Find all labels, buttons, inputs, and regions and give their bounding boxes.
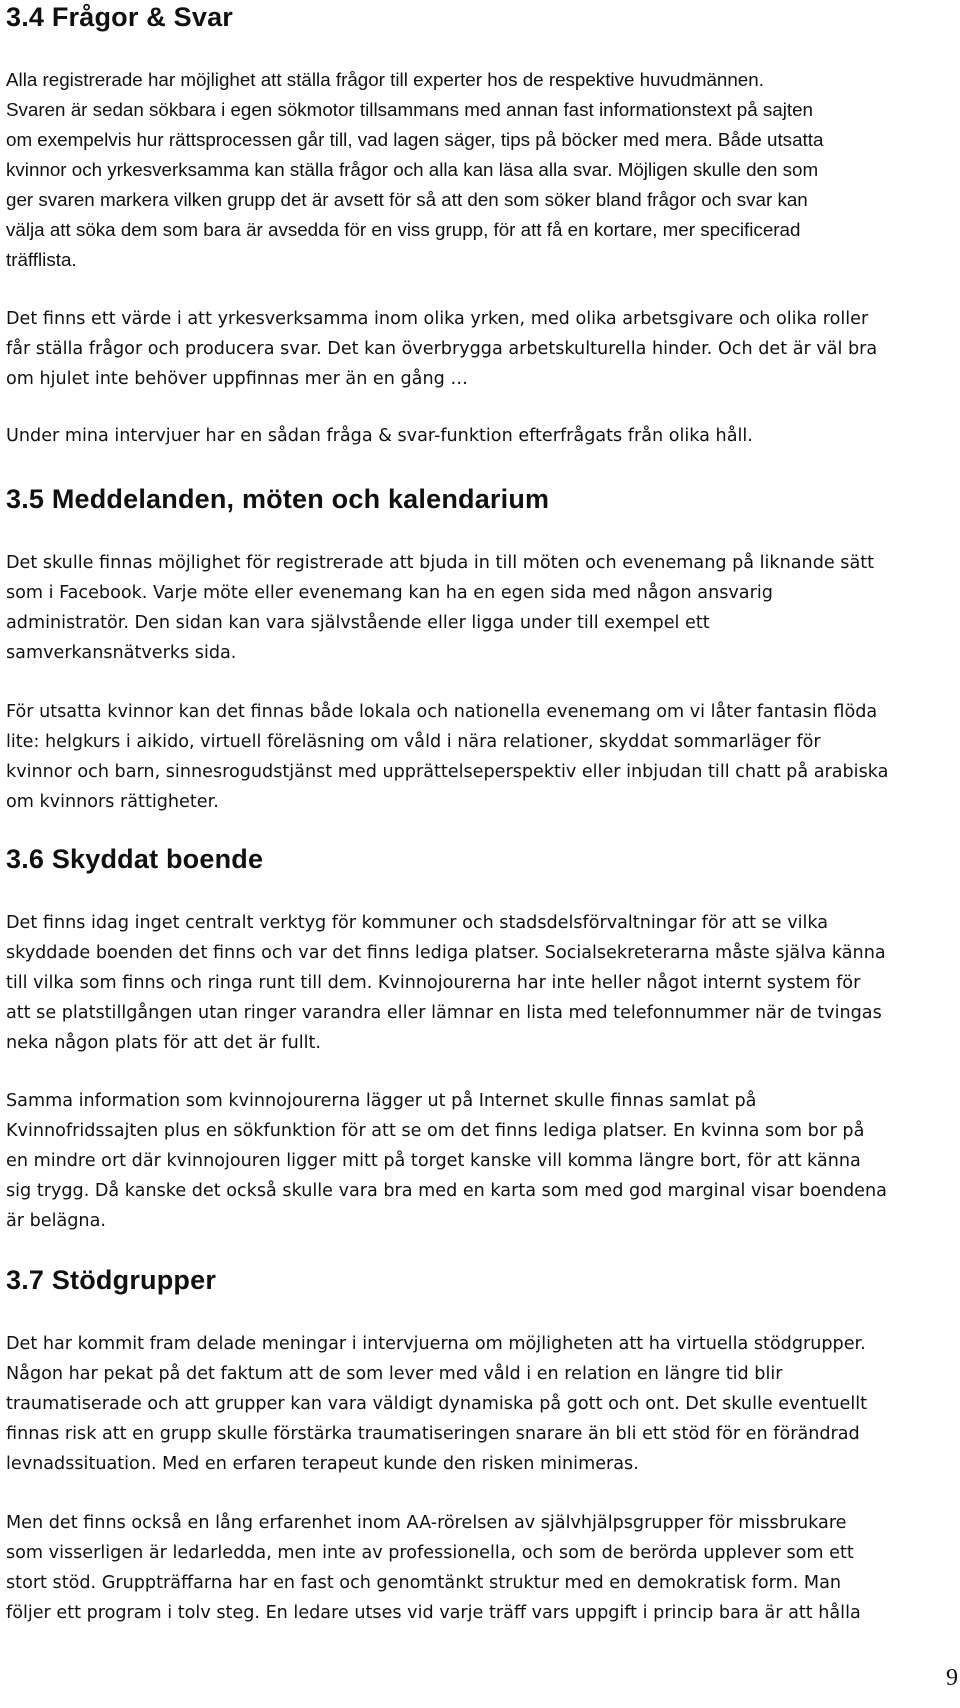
text-line: Det har kommit fram delade meningar i intervjuerna om möjligheten att ha virtuella stödgrupper. [6,1334,866,1354]
section-heading-3-7: 3.7 Stödgrupper [6,1265,217,1295]
text-line: lite: helgkurs i aikido, virtuell föreläsning om våld i nära relationer, skyddat sommarläger för [6,732,821,752]
text-line: träfflista. [6,249,77,270]
text-line: sig trygg. Då kanske det också skulle vara bra med en karta som med god marginal visar boendena [6,1181,887,1201]
text-line: Det skulle finnas möjlighet för registrerade att bjuda in till möten och evenemang på liknande sätt [6,553,875,573]
text-line: kvinnor och yrkesverksamma kan ställa frågor och alla kan läsa alla svar. Möjligen skulle den som [6,159,819,180]
text-line: Men det finns också en lång erfarenhet inom AA-rörelsen av självhjälpsgrupper för missbrukare [6,1513,847,1533]
text-line: att se platstillgången utan ringer varandra eller lämnar en lista med telefonnummer när de tvingas [6,1003,882,1023]
text-line: Alla registrerade har möjlighet att ställa frågor till experter hos de respektive huvudmännen. [6,69,764,90]
text-line: ger svaren markera vilken grupp det är avsett för så att den som söker bland frågor och svar kan [6,189,808,210]
text-line: Svaren är sedan sökbara i egen sökmotor tillsammans med annan fast informationstext på sajten [6,99,813,120]
text-line: skyddade boenden det finns och var det finns lediga platser. Socialsekreterarna måste själva känna [6,943,886,963]
text-line: Kvinnofridssajten plus en sökfunktion för att se om det finns lediga platser. En kvinna som bor på [6,1121,865,1141]
text-line: administratör. Den sidan kan vara självstående eller ligga under till exempel ett [6,613,710,633]
text-line: För utsatta kvinnor kan det finnas både lokala och nationella evenemang om vi låter fantasin flöda [6,702,878,722]
text-line: samverkansnätverks sida. [6,643,237,663]
text-line: en mindre ort där kvinnojouren ligger mitt på torget kanske vill komma längre bort, för att känna [6,1151,861,1171]
text-line: Det finns idag inget centralt verktyg för kommuner och stadsdelsförvaltningar för att se vilka [6,913,829,933]
text-line: Samma information som kvinnojourerna lägger ut på Internet skulle finnas samlat på [6,1091,757,1111]
text-line: om exempelvis hur rättsprocessen går till, vad lagen säger, tips på böcker med mera. Både utsatta [6,129,824,150]
text-line: finnas risk att en grupp skulle förstärka traumatiseringen snarare än bli ett stöd för en förändrad [6,1424,860,1444]
text-line: får ställa frågor och producera svar. Det kan överbrygga arbetskulturella hinder. Och det är väl bra [6,339,878,359]
text-line: stort stöd. Gruppträffarna har en fast och genomtänkt struktur med en demokratisk form. Man [6,1573,841,1593]
paragraph [6,908,886,1058]
paragraph [6,1086,887,1236]
paragraph [6,421,753,451]
text-line: om hjulet inte behöver uppfinnas mer än en gång … [6,369,468,389]
section-heading-3-6: 3.6 Skyddat boende [6,844,264,874]
text-line: neka någon plats för att det är fullt. [6,1033,321,1053]
text-line: följer ett program i tolv steg. En ledare utses vid varje träff vars uppgift i princip bara är att hålla [6,1603,861,1623]
paragraph [6,65,823,275]
paragraph [6,548,874,668]
paragraph [6,1508,861,1628]
text-line: Det finns ett värde i att yrkesverksamma inom olika yrken, med olika arbetsgivare och olika roller [6,309,869,329]
paragraph [6,304,877,394]
text-line: till vilka som finns och ringa runt till dem. Kvinnojourerna har inte heller något internt system för [6,973,861,993]
text-line: välja att söka dem som bara är avsedda för en viss grupp, för att få en kortare, mer specificerad [6,219,801,240]
text-line: som i Facebook. Varje möte eller evenemang kan ha en egen sida med någon ansvarig [6,583,773,603]
section-heading-3-5: 3.5 Meddelanden, möten och kalendarium [6,484,550,514]
text-line: kvinnor och barn, sinnesrogudstjänst med upprättelseperspektiv eller inbjudan till chatt på arabiska [6,762,889,782]
section-heading-3-4: 3.4 Frågor & Svar [6,2,233,32]
text-line: om kvinnors rättigheter. [6,792,219,812]
text-line: traumatiserade och att grupper kan vara väldigt dynamiska på gott och ont. Det skulle eventuellt [6,1394,868,1414]
text-line: som visserligen är ledarledda, men inte av professionella, och som de berörda upplever som ett [6,1543,854,1563]
page-number: 9 [946,1665,958,1691]
paragraph [6,697,888,817]
text-line: är belägna. [6,1211,106,1231]
paragraph [6,1329,867,1479]
text-line: levnadssituation. Med en erfaren terapeut kunde den risken minimeras. [6,1454,639,1474]
text-line: Under mina intervjuer har en sådan fråga & svar-funktion efterfrågats från olika håll. [6,426,753,446]
text-line: Någon har pekat på det faktum att de som lever med våld i en relation en längre tid blir [6,1364,783,1384]
